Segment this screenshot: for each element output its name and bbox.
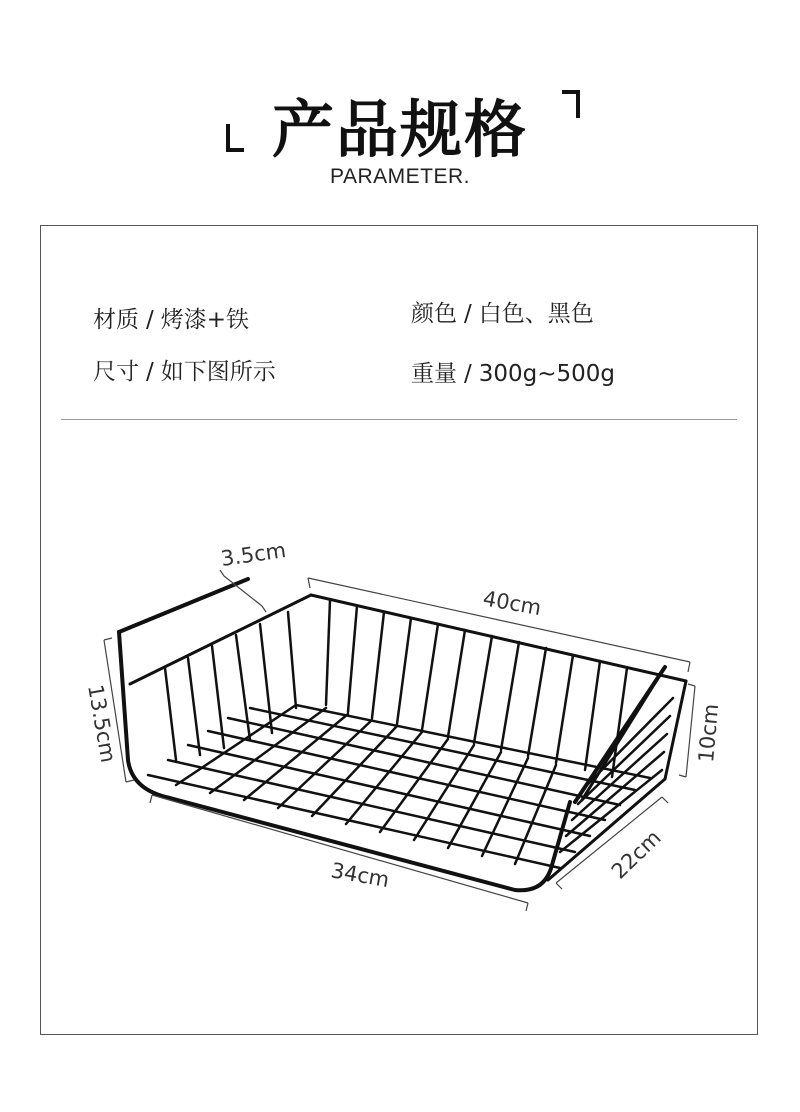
spec-separator: /	[464, 301, 472, 327]
dim-bottom-length: 34cm	[329, 858, 392, 893]
spec-weight-label: 重量	[411, 361, 457, 387]
dim-side-height: 10cm	[694, 702, 724, 764]
spec-color-value: 白色、黑色	[478, 301, 594, 327]
page-subtitle: PARAMETER.	[330, 165, 470, 188]
spec-material-label: 材质	[93, 307, 139, 333]
spec-separator: /	[464, 361, 472, 387]
spec-separator: /	[146, 307, 154, 333]
page-title: 产品规格	[271, 93, 528, 166]
dim-height: 13.5cm	[83, 682, 121, 765]
spec-separator: /	[146, 359, 154, 385]
spec-material-value: 烤漆+铁	[160, 307, 250, 333]
dim-length: 40cm	[481, 586, 544, 621]
dim-hook-depth: 3.5cm	[219, 538, 288, 571]
spec-color-label: 颜色	[411, 301, 457, 327]
spec-weight-value: 300g~500g	[478, 361, 616, 387]
spec-size-label: 尺寸	[93, 359, 139, 385]
wire-basket-illustration	[119, 579, 686, 893]
dim-width: 22cm	[606, 825, 666, 884]
spec-size-value: 如下图所示	[160, 359, 276, 385]
